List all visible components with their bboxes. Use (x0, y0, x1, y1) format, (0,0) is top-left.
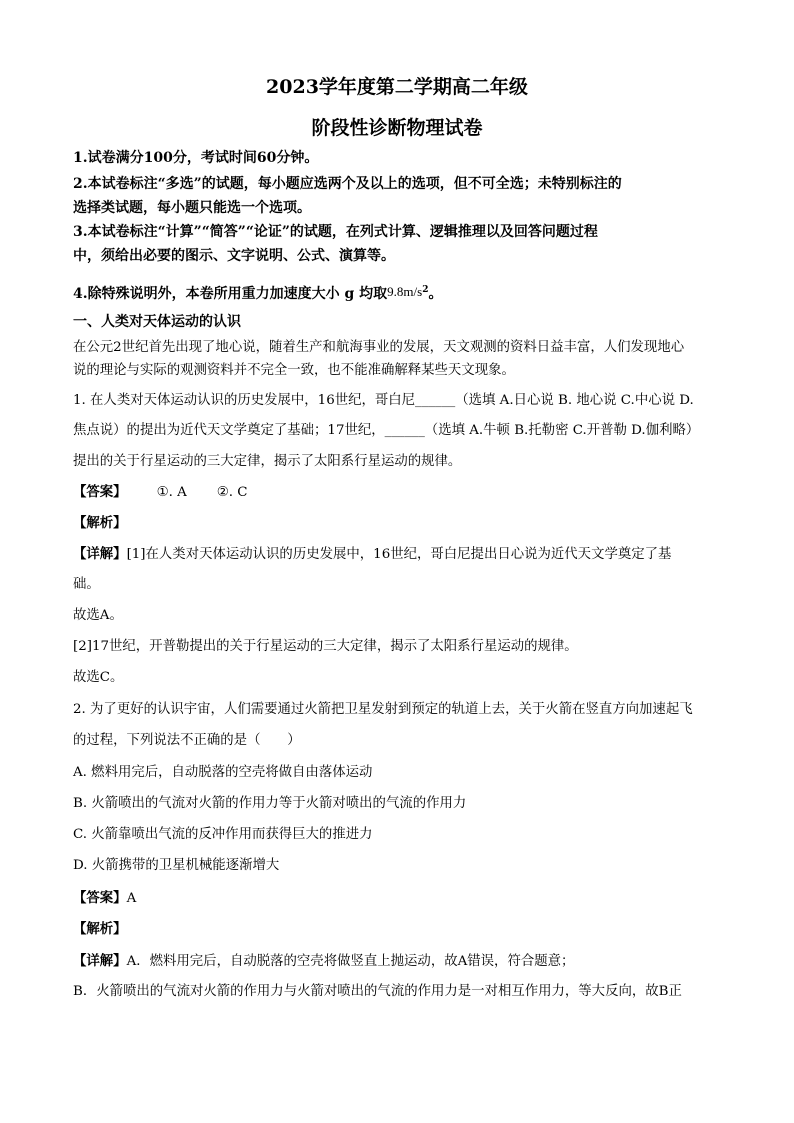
q2-option-b: B. 火箭喷出的气流对火箭的作用力等于火箭对喷出的气流的作用力 (73, 796, 467, 811)
detail-label: 【详解】 (73, 546, 127, 562)
q1-detail-line5: 故选C。 (73, 670, 124, 685)
q2-answer-value: A (126, 891, 137, 906)
note-4 (73, 277, 721, 307)
q2-option-d: D. 火箭携带的卫星机械能逐渐增大 (73, 858, 280, 873)
q1-answer-2: ②. C (216, 485, 248, 500)
note-1: 1.试卷满分100分，考试时间60分钟。 (73, 150, 319, 166)
q2-analysis-label: 【解析】 (73, 921, 127, 937)
q2-text-line2: 的过程，下列说法不正确的是（ ） (73, 733, 301, 748)
gravity-exponent: 2 (422, 285, 429, 295)
note-4-text: 4.除特殊说明外，本卷所用重力加速度大小 g 均取 (73, 286, 388, 302)
q2-detail-text1: A．燃料用完后，自动脱落的空壳将做竖直上抛运动，故A错误，符合题意； (126, 954, 575, 969)
q1-detail-line1 (73, 544, 723, 565)
q1-analysis-label: 【解析】 (73, 515, 127, 531)
gravity-value: 9.8m/s (387, 284, 423, 299)
q2-option-c: C. 火箭靠喷出气流的反冲作用而获得巨大的推进力 (73, 827, 373, 842)
answer-label: 【答案】 (73, 890, 127, 906)
answer-label: 【答案】 (73, 484, 127, 500)
q2-text-line1: 2. 为了更好的认识宇宙，人们需要通过火箭把卫星发射到预定的轨道上去，关于火箭在竖直方向加速起飞 (73, 702, 693, 717)
note-2-line2: 选择类试题，每小题只能选一个选项。 (73, 200, 311, 216)
exam-title-line1: 2023学年度第二学期高二年级 (266, 76, 528, 98)
section-heading: 一、人类对天体运动的认识 (73, 314, 241, 330)
q2-detail-line2: B．火箭喷出的气流对火箭的作用力与火箭对喷出的气流的作用力是一对相互作用力，等大反向，故B正 (73, 984, 682, 999)
q1-answer-1: ①. A (156, 485, 187, 500)
section-intro-line2: 说的理论与实际的观测资料并不完全一致，也不能准确解释某些天文现象。 (73, 363, 515, 378)
note-2-line1: 2.本试卷标注“多选”的试题，每小题应选两个及以上的选项，但不可全选；未特别标注的 (73, 176, 622, 192)
note-4-end: 。 (428, 286, 443, 302)
q1-answer (73, 482, 723, 503)
q2-detail-line1 (73, 951, 723, 972)
q1-text-line3: 提出的关于行星运动的三大定律，揭示了太阳系行星运动的规律。 (73, 454, 462, 469)
exam-title-line2: 阶段性诊断物理试卷 (311, 117, 483, 139)
q2-answer (73, 888, 723, 909)
q1-detail-line4: [2]17世纪，开普勒提出的关于行星运动的三大定律，揭示了太阳系行星运动的规律。 (73, 639, 578, 654)
note-3-line2: 中，须给出必要的图示、文字说明、公式、演算等。 (73, 248, 395, 264)
q1-detail-line2: 础。 (73, 577, 100, 592)
q1-detail-text1: [1]在人类对天体运动认识的历史发展中，16世纪，哥白尼提出日心说为近代天文学奠定了基 (126, 547, 672, 562)
q1-text-line1: 1. 在人类对天体运动认识的历史发展中，16世纪，哥白尼______（选填 A.日心说 B. 地心说 C.中心说 D. (73, 393, 694, 408)
note-3-line1: 3.本试卷标注“计算”“简答”“论证”的试题，在列式计算、逻辑推理以及回答问题过程 (73, 224, 598, 240)
section-intro-line1: 在公元2世纪首先出现了地心说，随着生产和航海事业的发展，天文观测的资料日益丰富，人们发现地心 (73, 340, 685, 355)
q1-detail-line3: 故选A。 (73, 608, 123, 623)
q2-option-a: A. 燃料用完后，自动脱落的空壳将做自由落体运动 (73, 765, 373, 780)
detail-label: 【详解】 (73, 953, 127, 969)
q1-text-line2: 焦点说）的提出为近代天文学奠定了基础；17世纪，______（选填 A.牛顿 B.托勒密 C.开普勒 D.伽利略） (73, 423, 700, 438)
